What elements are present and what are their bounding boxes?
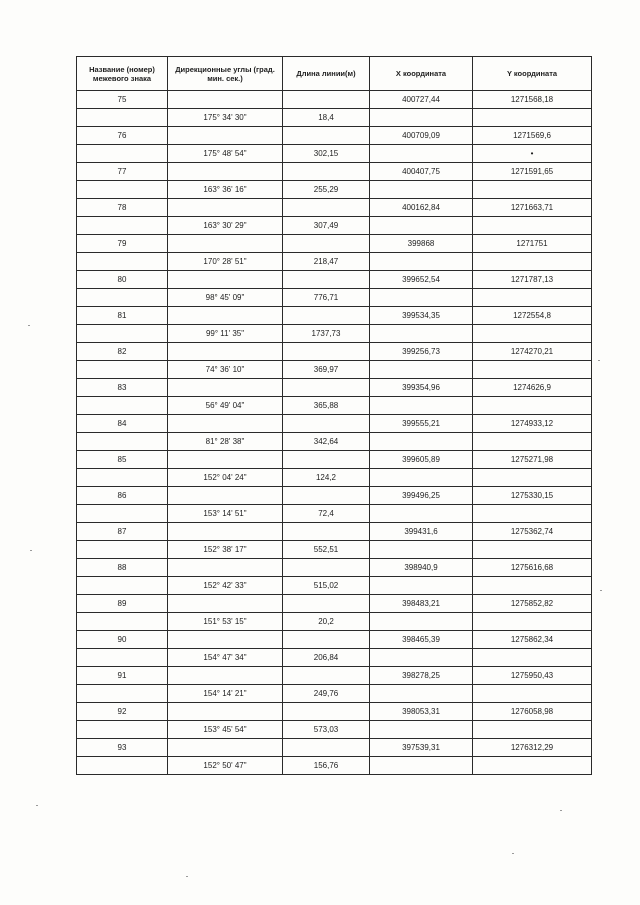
cell-x-coordinate: 399431,6	[370, 523, 473, 541]
cell-y-coordinate: 1275616,68	[473, 559, 592, 577]
cell-line-length: 342,64	[283, 433, 370, 451]
cell-line-length	[283, 559, 370, 577]
cell-y-coordinate	[473, 181, 592, 199]
cell-line-length	[283, 667, 370, 685]
cell-marker-name	[77, 253, 168, 271]
cell-line-length: 18,4	[283, 109, 370, 127]
cell-line-length	[283, 739, 370, 757]
cell-marker-name: 85	[77, 451, 168, 469]
cell-y-coordinate	[473, 397, 592, 415]
cell-y-coordinate: 1271569,6	[473, 127, 592, 145]
cell-bearing-angle	[168, 667, 283, 685]
cell-x-coordinate	[370, 613, 473, 631]
cell-line-length	[283, 415, 370, 433]
cell-line-length	[283, 307, 370, 325]
cell-marker-name: 83	[77, 379, 168, 397]
cell-y-coordinate	[473, 325, 592, 343]
cell-x-coordinate: 398483,21	[370, 595, 473, 613]
cell-marker-name: 87	[77, 523, 168, 541]
cell-x-coordinate: 399534,35	[370, 307, 473, 325]
marker-row	[77, 343, 592, 361]
scan-speck	[186, 876, 188, 877]
cell-y-coordinate	[473, 109, 592, 127]
cell-bearing-angle	[168, 523, 283, 541]
cell-x-coordinate: 399256,73	[370, 343, 473, 361]
cell-bearing-angle: 99° 11' 35"	[168, 325, 283, 343]
cell-x-coordinate: 397539,31	[370, 739, 473, 757]
header-line-length: Длина линии(м)	[283, 57, 370, 91]
cell-bearing-angle	[168, 451, 283, 469]
scan-speck	[600, 590, 602, 591]
segment-row	[77, 433, 592, 451]
cell-bearing-angle	[168, 235, 283, 253]
cell-y-coordinate: 1271787,13	[473, 271, 592, 289]
cell-y-coordinate	[473, 433, 592, 451]
segment-row	[77, 109, 592, 127]
cell-bearing-angle: 74° 36' 10"	[168, 361, 283, 379]
cell-x-coordinate: 400407,75	[370, 163, 473, 181]
cell-marker-name: 92	[77, 703, 168, 721]
cell-marker-name	[77, 541, 168, 559]
marker-row	[77, 415, 592, 433]
cell-marker-name: 80	[77, 271, 168, 289]
cell-marker-name	[77, 361, 168, 379]
cell-x-coordinate	[370, 721, 473, 739]
marker-row	[77, 127, 592, 145]
cell-line-length: 206,84	[283, 649, 370, 667]
cell-marker-name: 93	[77, 739, 168, 757]
cell-x-coordinate: 399652,54	[370, 271, 473, 289]
cell-y-coordinate: 1271663,71	[473, 199, 592, 217]
cell-y-coordinate	[473, 541, 592, 559]
cell-line-length: 72,4	[283, 505, 370, 523]
cell-line-length	[283, 379, 370, 397]
cell-y-coordinate	[473, 289, 592, 307]
cell-y-coordinate: 1271751	[473, 235, 592, 253]
cell-bearing-angle	[168, 415, 283, 433]
cell-y-coordinate	[473, 577, 592, 595]
marker-row	[77, 235, 592, 253]
cell-x-coordinate	[370, 505, 473, 523]
cell-y-coordinate: 1271591,65	[473, 163, 592, 181]
cell-y-coordinate	[473, 721, 592, 739]
segment-row	[77, 613, 592, 631]
table-body	[77, 91, 592, 775]
cell-marker-name: 79	[77, 235, 168, 253]
marker-row	[77, 559, 592, 577]
cell-y-coordinate	[473, 649, 592, 667]
marker-row	[77, 667, 592, 685]
cell-line-length: 307,49	[283, 217, 370, 235]
segment-row	[77, 541, 592, 559]
cell-bearing-angle	[168, 379, 283, 397]
marker-row	[77, 91, 592, 109]
cell-y-coordinate	[473, 613, 592, 631]
cell-marker-name	[77, 613, 168, 631]
cell-bearing-angle	[168, 595, 283, 613]
cell-bearing-angle: 98° 45' 09"	[168, 289, 283, 307]
cell-x-coordinate	[370, 433, 473, 451]
cell-line-length: 776,71	[283, 289, 370, 307]
cell-x-coordinate: 398465,39	[370, 631, 473, 649]
scan-speck	[30, 550, 32, 551]
cell-line-length	[283, 631, 370, 649]
cell-line-length	[283, 595, 370, 613]
cell-bearing-angle: 154° 14' 21"	[168, 685, 283, 703]
cell-x-coordinate: 398940,9	[370, 559, 473, 577]
cell-y-coordinate	[473, 505, 592, 523]
cell-line-length	[283, 91, 370, 109]
header-y-coordinate: Y координата	[473, 57, 592, 91]
cell-y-coordinate: 1275862,34	[473, 631, 592, 649]
cell-bearing-angle: 163° 30' 29"	[168, 217, 283, 235]
cell-bearing-angle: 56° 49' 04"	[168, 397, 283, 415]
cell-marker-name	[77, 757, 168, 775]
boundary-coordinates-table	[76, 56, 592, 775]
marker-row	[77, 487, 592, 505]
cell-bearing-angle: 153° 14' 51"	[168, 505, 283, 523]
cell-bearing-angle	[168, 343, 283, 361]
cell-bearing-angle: 163° 36' 16"	[168, 181, 283, 199]
cell-marker-name	[77, 433, 168, 451]
cell-bearing-angle: 152° 04' 24"	[168, 469, 283, 487]
cell-bearing-angle: 154° 47' 34"	[168, 649, 283, 667]
cell-marker-name: 78	[77, 199, 168, 217]
cell-marker-name	[77, 325, 168, 343]
cell-y-coordinate: 1271568,18	[473, 91, 592, 109]
cell-bearing-angle	[168, 199, 283, 217]
cell-marker-name	[77, 397, 168, 415]
cell-marker-name: 77	[77, 163, 168, 181]
cell-bearing-angle	[168, 307, 283, 325]
marker-row	[77, 595, 592, 613]
marker-row	[77, 307, 592, 325]
cell-marker-name	[77, 685, 168, 703]
header-marker-name: Название (номер) межевого знака	[77, 57, 168, 91]
cell-line-length: 302,15	[283, 145, 370, 163]
scan-speck	[560, 810, 562, 811]
segment-row	[77, 685, 592, 703]
cell-bearing-angle	[168, 487, 283, 505]
cell-x-coordinate: 400709,09	[370, 127, 473, 145]
cell-line-length: 255,29	[283, 181, 370, 199]
cell-marker-name: 89	[77, 595, 168, 613]
cell-line-length	[283, 271, 370, 289]
cell-x-coordinate	[370, 109, 473, 127]
marker-row	[77, 379, 592, 397]
cell-bearing-angle	[168, 631, 283, 649]
scan-speck	[36, 805, 38, 806]
cell-y-coordinate: 1275852,82	[473, 595, 592, 613]
cell-line-length	[283, 127, 370, 145]
scan-speck	[512, 853, 514, 854]
cell-bearing-angle: 151° 53' 15"	[168, 613, 283, 631]
cell-x-coordinate: 399868	[370, 235, 473, 253]
cell-line-length: 515,02	[283, 577, 370, 595]
marker-row	[77, 631, 592, 649]
segment-row	[77, 325, 592, 343]
cell-line-length	[283, 487, 370, 505]
marker-row	[77, 703, 592, 721]
cell-y-coordinate: 1274933,12	[473, 415, 592, 433]
cell-y-coordinate: 1275330,15	[473, 487, 592, 505]
cell-marker-name	[77, 577, 168, 595]
segment-row	[77, 757, 592, 775]
cell-x-coordinate: 400727,44	[370, 91, 473, 109]
cell-y-coordinate	[473, 757, 592, 775]
marker-row	[77, 523, 592, 541]
header-row	[77, 57, 592, 91]
cell-marker-name: 88	[77, 559, 168, 577]
segment-row	[77, 577, 592, 595]
cell-line-length: 552,51	[283, 541, 370, 559]
segment-row	[77, 721, 592, 739]
cell-y-coordinate: 1272554,8	[473, 307, 592, 325]
marker-row	[77, 739, 592, 757]
cell-marker-name: 76	[77, 127, 168, 145]
segment-row	[77, 505, 592, 523]
cell-marker-name	[77, 289, 168, 307]
header-bearing-angle: Дирекционные углы (град. мин. сек.)	[168, 57, 283, 91]
marker-row	[77, 163, 592, 181]
cell-line-length	[283, 343, 370, 361]
cell-x-coordinate	[370, 469, 473, 487]
cell-y-coordinate: 1276312,29	[473, 739, 592, 757]
cell-bearing-angle	[168, 127, 283, 145]
cell-y-coordinate: 1274270,21	[473, 343, 592, 361]
cell-x-coordinate	[370, 217, 473, 235]
cell-y-coordinate: •	[473, 145, 592, 163]
cell-y-coordinate: 1275950,43	[473, 667, 592, 685]
cell-line-length: 249,76	[283, 685, 370, 703]
cell-bearing-angle: 153° 45' 54"	[168, 721, 283, 739]
cell-marker-name	[77, 469, 168, 487]
marker-row	[77, 199, 592, 217]
cell-x-coordinate: 400162,84	[370, 199, 473, 217]
segment-row	[77, 145, 592, 163]
cell-y-coordinate	[473, 361, 592, 379]
cell-marker-name: 81	[77, 307, 168, 325]
cell-marker-name	[77, 721, 168, 739]
cell-bearing-angle: 152° 38' 17"	[168, 541, 283, 559]
cell-line-length: 218,47	[283, 253, 370, 271]
scan-speck	[28, 325, 30, 326]
cell-marker-name: 84	[77, 415, 168, 433]
segment-row	[77, 397, 592, 415]
cell-marker-name: 90	[77, 631, 168, 649]
cell-marker-name	[77, 145, 168, 163]
cell-x-coordinate	[370, 253, 473, 271]
cell-line-length	[283, 163, 370, 181]
cell-bearing-angle	[168, 91, 283, 109]
cell-marker-name: 82	[77, 343, 168, 361]
cell-marker-name	[77, 109, 168, 127]
segment-row	[77, 253, 592, 271]
cell-x-coordinate: 399555,21	[370, 415, 473, 433]
cell-marker-name: 75	[77, 91, 168, 109]
cell-y-coordinate: 1274626,9	[473, 379, 592, 397]
cell-y-coordinate	[473, 685, 592, 703]
segment-row	[77, 181, 592, 199]
cell-x-coordinate: 398053,31	[370, 703, 473, 721]
cell-line-length: 573,03	[283, 721, 370, 739]
cell-marker-name: 91	[77, 667, 168, 685]
cell-line-length: 1737,73	[283, 325, 370, 343]
cell-y-coordinate: 1275362,74	[473, 523, 592, 541]
cell-line-length	[283, 703, 370, 721]
cell-y-coordinate	[473, 469, 592, 487]
header-x-coordinate: X координата	[370, 57, 473, 91]
cell-line-length	[283, 523, 370, 541]
cell-line-length	[283, 199, 370, 217]
cell-marker-name	[77, 181, 168, 199]
segment-row	[77, 217, 592, 235]
cell-bearing-angle: 152° 42' 33"	[168, 577, 283, 595]
cell-x-coordinate	[370, 397, 473, 415]
marker-row	[77, 271, 592, 289]
cell-x-coordinate	[370, 145, 473, 163]
cell-line-length: 365,88	[283, 397, 370, 415]
cell-line-length: 20,2	[283, 613, 370, 631]
cell-line-length	[283, 235, 370, 253]
cell-marker-name: 86	[77, 487, 168, 505]
cell-bearing-angle: 152° 50' 47"	[168, 757, 283, 775]
cell-x-coordinate: 399605,89	[370, 451, 473, 469]
cell-y-coordinate	[473, 217, 592, 235]
cell-marker-name	[77, 217, 168, 235]
cell-line-length	[283, 451, 370, 469]
cell-bearing-angle	[168, 739, 283, 757]
cell-x-coordinate: 398278,25	[370, 667, 473, 685]
cell-line-length: 124,2	[283, 469, 370, 487]
cell-bearing-angle	[168, 271, 283, 289]
cell-x-coordinate	[370, 649, 473, 667]
segment-row	[77, 289, 592, 307]
cell-x-coordinate: 399496,25	[370, 487, 473, 505]
cell-line-length: 369,97	[283, 361, 370, 379]
cell-marker-name	[77, 649, 168, 667]
cell-x-coordinate	[370, 541, 473, 559]
cell-bearing-angle: 175° 34' 30"	[168, 109, 283, 127]
cell-marker-name	[77, 505, 168, 523]
cell-bearing-angle: 81° 28' 38"	[168, 433, 283, 451]
cell-bearing-angle	[168, 163, 283, 181]
segment-row	[77, 469, 592, 487]
cell-x-coordinate	[370, 685, 473, 703]
cell-bearing-angle: 170° 28' 51"	[168, 253, 283, 271]
cell-x-coordinate	[370, 361, 473, 379]
segment-row	[77, 649, 592, 667]
table-header	[77, 57, 592, 91]
marker-row	[77, 451, 592, 469]
scan-speck	[598, 360, 600, 361]
cell-y-coordinate: 1275271,98	[473, 451, 592, 469]
cell-line-length: 156,76	[283, 757, 370, 775]
cell-x-coordinate	[370, 577, 473, 595]
cell-x-coordinate	[370, 289, 473, 307]
cell-bearing-angle: 175° 48' 54"	[168, 145, 283, 163]
cell-x-coordinate	[370, 181, 473, 199]
segment-row	[77, 361, 592, 379]
cell-y-coordinate	[473, 253, 592, 271]
cell-x-coordinate	[370, 757, 473, 775]
cell-bearing-angle	[168, 703, 283, 721]
cell-x-coordinate: 399354,96	[370, 379, 473, 397]
cell-x-coordinate	[370, 325, 473, 343]
cell-bearing-angle	[168, 559, 283, 577]
cell-y-coordinate: 1276058,98	[473, 703, 592, 721]
